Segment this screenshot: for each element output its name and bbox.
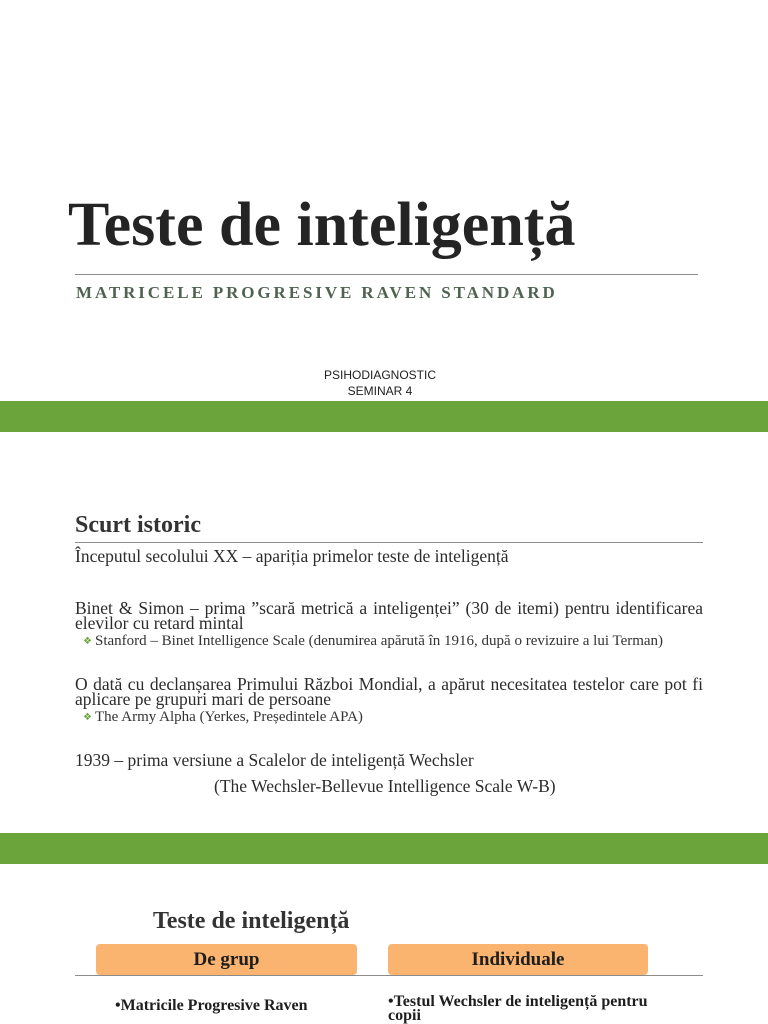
diamond-bullet-icon: ❖ xyxy=(83,636,92,647)
columns-divider xyxy=(75,975,703,976)
history-point-intro: Începutul secolului XX – apariția primelor teste de inteligență xyxy=(75,546,509,566)
slide-heading: Scurt istoric xyxy=(75,512,201,538)
seminar-label: SEMINAR 4 xyxy=(347,384,413,398)
history-point-wechsler: 1939 – prima versiune a Scalelor de inteligență Wechsler xyxy=(75,750,474,770)
slide-subtitle: MATRICELE PROGRESIVE RAVEN STANDARD xyxy=(76,283,558,302)
types-slide xyxy=(0,864,768,1024)
slide-heading: Teste de inteligență xyxy=(153,908,350,934)
history-slide xyxy=(0,432,768,833)
subpoint-text: Stanford – Binet Intelligence Scale (denumirea apărută în 1916, după o revizuire a lui Terman) xyxy=(95,633,664,649)
heading-divider xyxy=(75,542,703,543)
slide-separator xyxy=(0,401,768,432)
column-header-group: De grup xyxy=(96,944,357,975)
column-header-individual: Individuale xyxy=(388,944,648,975)
list-item: •Matricile Progresive Raven xyxy=(115,997,308,1014)
title-divider xyxy=(75,274,698,275)
history-note-wechsler: (The Wechsler-Bellevue Intelligence Scale W-B) xyxy=(214,776,556,796)
slide-separator xyxy=(0,833,768,864)
history-point-war: O dată cu declanșarea Primului Război Mondial, a apărut necesitatea testelor care pot fi aplicare pe grupuri mari de persoane xyxy=(75,674,703,709)
list-item: •Testul Wechsler de inteligență pentru copii xyxy=(388,993,648,1024)
title-slide xyxy=(0,0,768,401)
history-subpoint-army-alpha xyxy=(83,709,363,726)
history-subpoint-stanford xyxy=(83,633,663,650)
slide-title: Teste de inteligență xyxy=(68,191,576,259)
history-point-binet: Binet & Simon – prima ”scară metrică a inteligenței” (30 de itemi) pentru identificarea elevilor cu retard mintal xyxy=(75,598,703,633)
course-name: PSIHODIAGNOSTIC xyxy=(323,368,436,382)
subpoint-text: The Army Alpha (Yerkes, Președintele APA) xyxy=(95,709,363,725)
diamond-bullet-icon: ❖ xyxy=(83,712,92,723)
